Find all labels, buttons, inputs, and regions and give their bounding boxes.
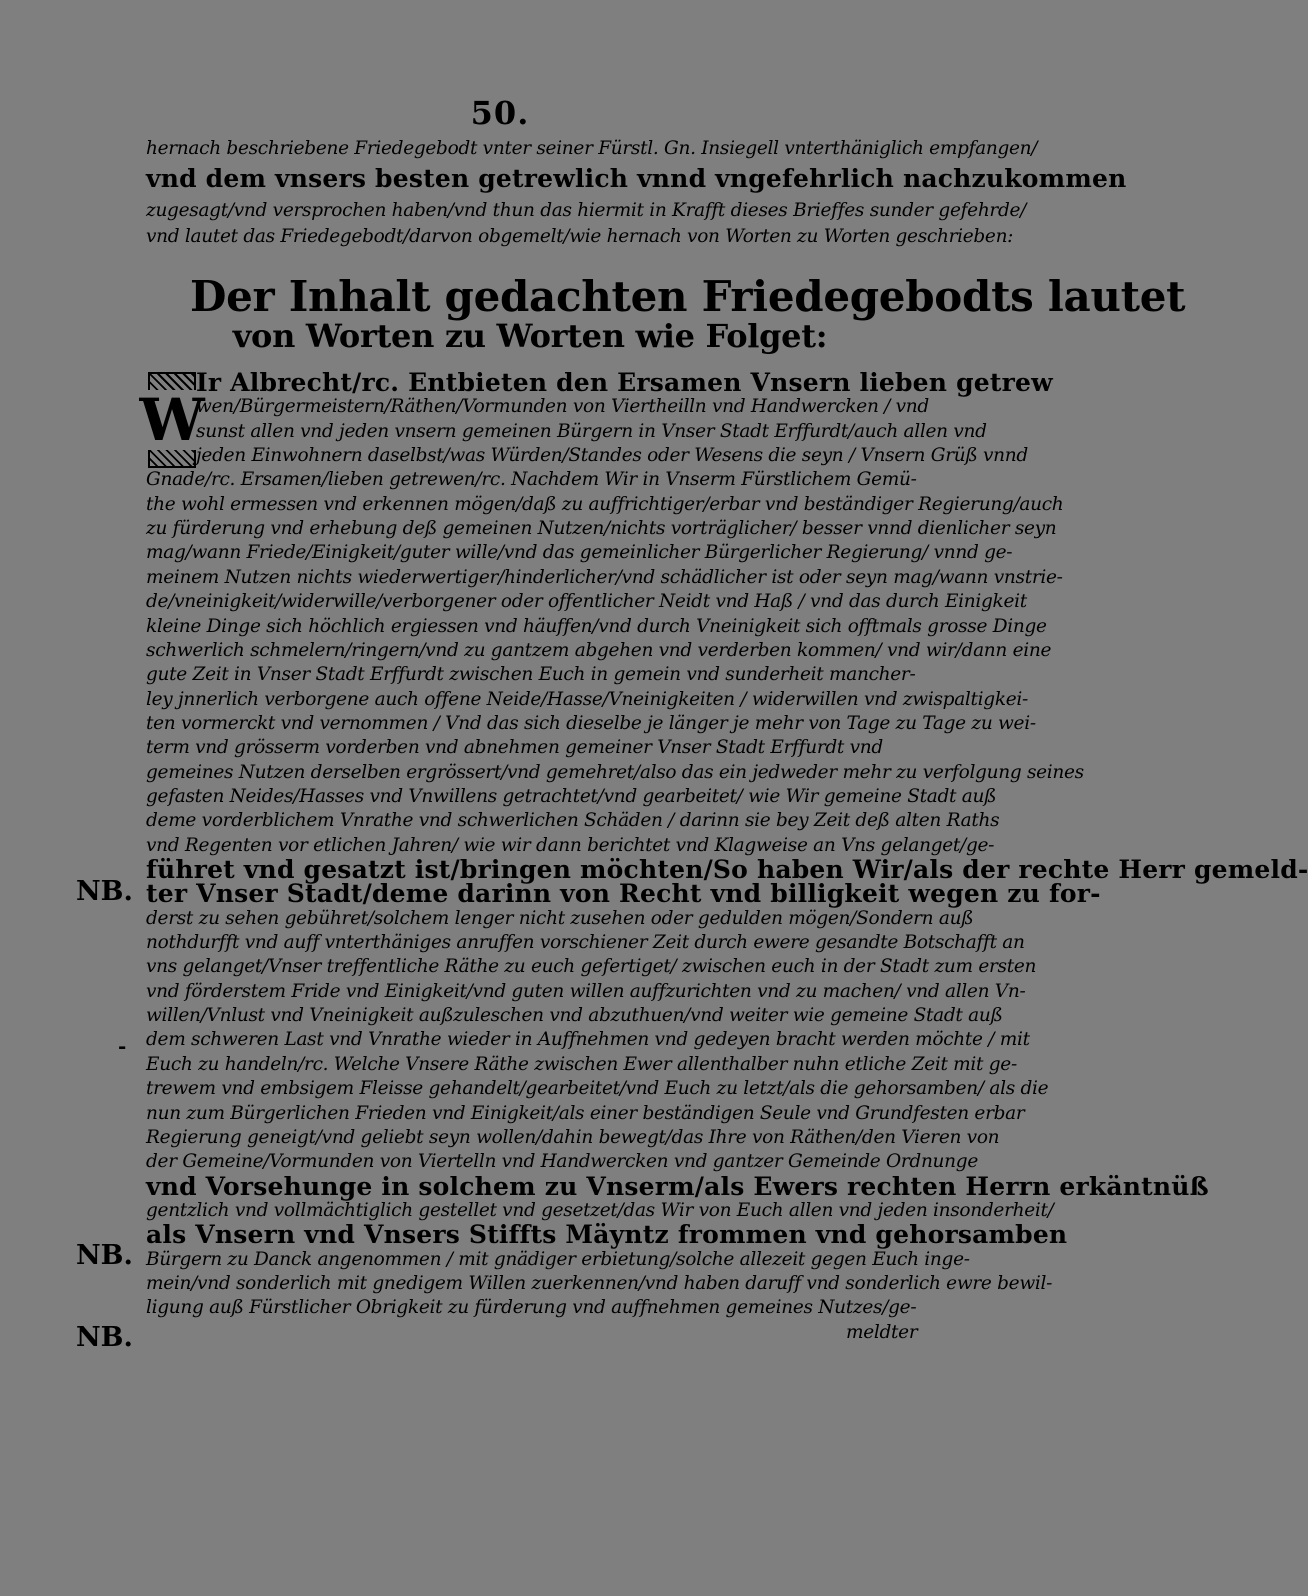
intro-line: zugesagt/vnd versprochen haben/vnd thun das hiermit in Krafft dieses Brieffes sunder gefehrde/ <box>146 200 1027 221</box>
body-line: ligung auß Fürstlicher Obrigkeit zu fürderung vnd auffnehmen gemeines Nutzes/ge- <box>146 1297 917 1318</box>
body-line: dem schweren Last vnd Vnrathe wieder in Auffnehmen vnd gedeyen bracht werden möchte / mit <box>146 1029 1030 1050</box>
body-line: gefasten Neides/Hasses vnd Vnwillens getrachtet/vnd gearbeitet/ wie Wir gemeine Stadt auß <box>146 786 997 807</box>
heading-line-2: von Worten zu Worten wie Folget: <box>232 317 828 355</box>
body-line: schwerlich schmelern/ringern/vnd zu gantzem abgehen vnd verderben kommen/ vnd wir/dann eine <box>146 640 1052 661</box>
heading-line-1: Der Inhalt gedachten Friedegebodts lautet <box>190 272 1186 321</box>
body-line: Bürgern zu Danck angenommen / mit gnädiger erbietung/solche allezeit gegen Euch inge- <box>146 1249 970 1270</box>
body-line: führet vnd gesatzt ist/bringen möchten/So haben Wir/als der rechte Herr gemeld- <box>146 855 1308 884</box>
body-line: Regierung geneigt/vnd geliebt seyn wollen/dahin bewegt/das Ihre von Räthen/den Vieren von <box>146 1127 1000 1148</box>
body-line: Ir Albrecht/rc. Entbieten den Ersamen Vnsern lieben getrew <box>196 368 1053 397</box>
body-line: meldter <box>846 1322 918 1343</box>
body-line: ley jnnerlich verborgene auch offene Neide/Hasse/Vneinigkeiten / widerwillen vnd zwispaltigkei- <box>146 689 1028 710</box>
body-line: wen/Bürgermeistern/Räthen/Vormunden von Viertheilln vnd Handwercken / vnd <box>196 396 929 417</box>
body-line: vnd Vorsehunge in solchem zu Vnserm/als Ewers rechten Herrn erkäntnüß <box>146 1172 1209 1201</box>
body-line: gemeines Nutzen derselben ergrössert/vnd gemehret/also das ein jedweder mehr zu verfolgung seines <box>146 762 1084 783</box>
margin-note-nb: NB. <box>76 876 133 907</box>
intro-line: vnd lautet das Friedegebodt/darvon obgemelt/wie hernach von Worten zu Worten geschrieben: <box>146 226 1014 247</box>
body-line: mein/vnd sonderlich mit gnedigem Willen zuerkennen/vnd haben daruff vnd sonderlich ewre bewil- <box>146 1273 1053 1294</box>
body-line: willen/Vnlust vnd Vneinigkeit außzuleschen vnd abzuthuen/vnd weiter wie gemeine Stadt auß <box>146 1005 1003 1026</box>
intro-line: vnd dem vnsers besten getrewlich vnnd vngefehrlich nachzukommen <box>146 164 1127 193</box>
body-line: the wohl ermessen vnd erkennen mögen/daß zu auffrichtiger/erbar vnd beständiger Regierung/auch <box>146 494 1064 515</box>
body-line: kleine Dinge sich höchlich ergiessen vnd häuffen/vnd durch Vneinigkeit sich offtmals grosse Dinge <box>146 616 1047 637</box>
body-line: nun zum Bürgerlichen Frieden vnd Einigkeit/als einer beständigen Seule vnd Grundfesten erbar <box>146 1103 1025 1124</box>
body-line: gute Zeit in Vnser Stadt Erffurdt zwischen Euch in gemein vnd sunderheit mancher- <box>146 664 916 685</box>
body-line: term vnd grösserm vorderben vnd abnehmen gemeiner Vnser Stadt Erffurdt vnd <box>146 737 883 758</box>
margin-note-nb: NB. <box>76 1322 133 1353</box>
body-line: zu fürderung vnd erhebung deß gemeinen Nutzen/nichts vorträglicher/ besser vnnd dienlicher seyn <box>146 518 1057 539</box>
body-line: trewem vnd embsigem Fleisse gehandelt/gearbeitet/vnd Euch zu letzt/als die gehorsamben/ als die <box>146 1078 1049 1099</box>
body-line: derst zu sehen gebühret/solchem lenger nicht zusehen oder gedulden mögen/Sondern auß <box>146 908 974 929</box>
body-line: de/vneinigkeit/widerwille/verborgener oder offentlicher Neidt vnd Haß / vnd das durch Einigkeit <box>146 591 1027 612</box>
body-line: Euch zu handeln/rc. Welche Vnsere Räthe zwischen Ewer allenthalber nuhn etliche Zeit mit ge- <box>146 1054 1017 1075</box>
body-line: Gnade/rc. Ersamen/lieben getrewen/rc. Nachdem Wir in Vnserm Fürstlichem Gemü- <box>146 469 917 490</box>
body-line: ten vormerckt vnd vernommen / Vnd das sich dieselbe je länger je mehr von Tage zu Tage zu wei- <box>146 713 1036 734</box>
page-number: 50. <box>470 94 530 132</box>
body-line: vns gelanget/Vnser treffentliche Räthe zu euch gefertiget/ zwischen euch in der Stadt zum ersten <box>146 956 1037 977</box>
margin-note-nb: NB. <box>76 1240 133 1271</box>
body-line: gentzlich vnd vollmächtiglich gestellet vnd gesetzet/das Wir von Euch allen vnd jeden insonderheit/ <box>146 1200 1054 1221</box>
intro-line: hernach beschriebene Friedegebodt vnter seiner Fürstl. Gn. Insiegell vnterthäniglich empfangen/ <box>146 138 1038 159</box>
dropcap-letter: W <box>148 372 196 468</box>
body-line: nothdurfft vnd auff vnterthäniges anruffen vorschiener Zeit durch ewere gesandte Botschafft an <box>146 932 1025 953</box>
body-line: als Vnsern vnd Vnsers Stiffts Mäyntz frommen vnd gehorsamben <box>146 1220 1068 1249</box>
body-line: vnd förderstem Fride vnd Einigkeit/vnd guten willen auffzurichten vnd zu machen/ vnd allen Vn- <box>146 981 1026 1002</box>
body-line: sunst allen vnd jeden vnsern gemeinen Bürgern in Vnser Stadt Erffurdt/auch allen vnd <box>196 421 987 442</box>
body-line: jeden Einwohnern daselbst/was Würden/Standes oder Wesens die seyn / Vnsern Grüß vnnd <box>196 445 1028 466</box>
body-line: deme vorderblichem Vnrathe vnd schwerlichen Schäden / darinn sie bey Zeit deß alten Raths <box>146 810 1000 831</box>
body-line: mag/wann Friede/Einigkeit/guter wille/vnd das gemeinlicher Bürgerlicher Regierung/ vnnd ge- <box>146 542 1013 563</box>
body-line: vnd Regenten vor etlichen Jahren/ wie wir dann berichtet vnd Klagweise an Vns gelanget/ge- <box>146 835 995 856</box>
body-line: ter Vnser Stadt/deme darinn von Recht vnd billigkeit wegen zu for- <box>146 879 1101 908</box>
margin-dash: - <box>118 1034 127 1058</box>
body-line: der Gemeine/Vormunden von Viertelln vnd Handwercken vnd gantzer Gemeinde Ordnunge <box>146 1151 978 1172</box>
body-line: meinem Nutzen nichts wiederwertiger/hinderlicher/vnd schädlicher ist oder seyn mag/wann vnstrie- <box>146 567 1063 588</box>
